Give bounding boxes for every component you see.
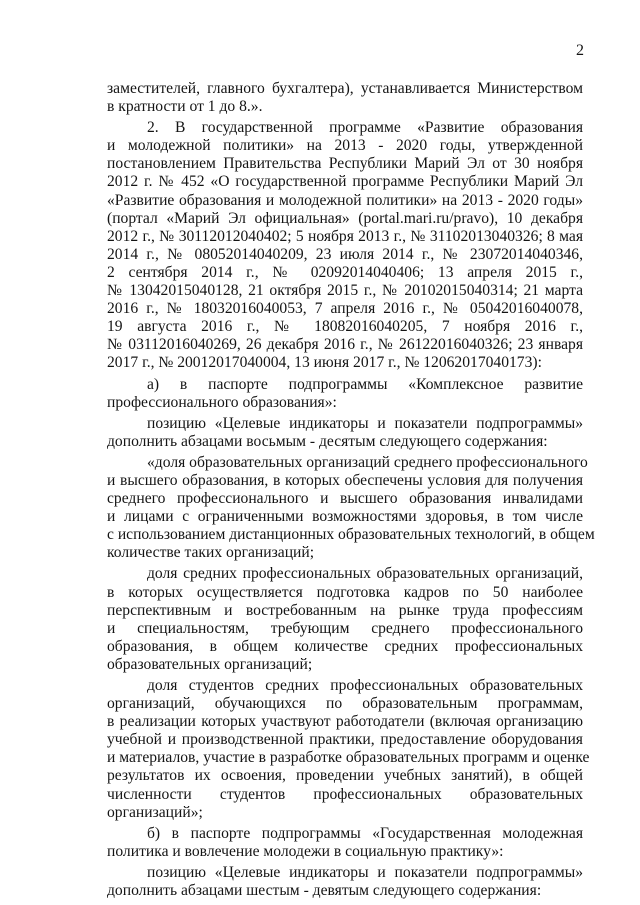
paragraph [107, 565, 583, 674]
text-line: б) в паспорте подпрограммы «Государственная молодежная [147, 824, 583, 842]
text-line: в кратности от 1 до 8.». [107, 98, 263, 116]
text-line: учебной и производственной практики, предоставление оборудования [107, 731, 583, 749]
text-line: (портал «Марий Эл официальная» (portal.mari.ru/pravo), 10 декабря [107, 209, 583, 227]
text-line: 19 августа 2016 г., № 18082016040205, 7 ноября 2016 г., [107, 318, 583, 336]
text-line: позицию «Целевые индикаторы и показатели подпрограммы» [147, 863, 583, 881]
paragraph [107, 864, 583, 900]
text-line: перспективным и востребованным на рынке труда профессиям [107, 601, 583, 619]
text-line: постановлением Правительства Республики Марий Эл от 30 ноября [107, 155, 583, 173]
text-line: позицию «Целевые индикаторы и показатели подпрограммы» [147, 414, 583, 432]
text-line: организаций»; [107, 803, 203, 821]
text-line: дополнить абзацами восьмым - десятым следующего содержания: [107, 432, 548, 450]
paragraph [107, 677, 590, 822]
text-line: а) в паспорте подпрограммы «Комплексное развитие [147, 375, 583, 393]
text-line: 2016 г., № 18032016040053, 7 апреля 2016 г., № 05042016040078, [107, 300, 583, 318]
text-line: образовательных организаций; [107, 655, 313, 673]
text-line: результатов их освоения, проведении учебных занятий), в общей [107, 767, 583, 785]
text-line: 2014 г., № 08052014040209, 23 июля 2014 г., № 23072014040346, [107, 245, 583, 263]
paragraph [107, 415, 583, 451]
text-line: заместителей, главного бухгалтера), устанавливается Министерством [107, 80, 583, 97]
text-line: № 13042015040128, 21 октября 2015 г., № 20102015040314; 21 марта [107, 282, 583, 300]
paragraph [107, 119, 583, 372]
paragraph [107, 825, 583, 861]
text-line: и лицами с ограниченными возможностями здоровья, в том числе [107, 508, 583, 526]
text-line: количестве таких организаций; [107, 544, 315, 562]
text-line: дополнить абзацами шестым - девятым следующего содержания: [107, 882, 542, 900]
text-line: профессионального образования»: [107, 393, 337, 411]
text-line: «Развитие образования и молодежной политики» на 2013 - 2020 годы» [107, 191, 583, 209]
paragraph [107, 453, 595, 563]
text-line: и материалов, участие в разработке образовательных программ и оценке [107, 749, 590, 767]
text-line: в реализации которых участвуют работодатели (включая организацию [107, 713, 583, 731]
document-body [107, 80, 595, 900]
text-line: политика и вовлечение молодежи в социальную практику»: [107, 842, 504, 860]
text-line: 2. В государственной программе «Развитие образования [147, 119, 583, 137]
text-line: среднего профессионального и высшего образования инвалидами [107, 490, 583, 508]
text-line: 2012 г., № 30112012040402; 5 ноября 2013 г., № 31102013040326; 8 мая [107, 227, 583, 245]
text-line: образования, в общем количестве средних профессиональных [107, 637, 583, 655]
text-line: в которых осуществляется подготовка кадров по 50 наиболее [107, 583, 583, 601]
paragraph [107, 80, 583, 116]
text-line: численности студентов профессиональных образовательных [107, 785, 583, 803]
paragraph [107, 376, 583, 412]
text-line: и высшего образования, в которых обеспечены условия для получения [107, 471, 583, 489]
text-line: доля студентов средних профессиональных образовательных [147, 677, 583, 694]
text-line: 2012 г. № 452 «О государственной программе Республики Марий Эл [107, 173, 583, 191]
text-line: «доля образовательных организаций среднего профессионального [147, 453, 588, 471]
text-line: и специальностям, требующим среднего профессионального [107, 619, 583, 637]
text-line: и молодежной политики» на 2013 - 2020 годы, утвержденной [107, 137, 583, 155]
page-number: 2 [576, 42, 584, 59]
text-line: № 03112016040269, 26 декабря 2016 г., № 26122016040326; 23 января [107, 336, 583, 354]
text-line: 2017 г., № 20012017040004, 13 июня 2017 г., № 12062017040173): [107, 354, 542, 372]
text-line: 2 сентября 2014 г., № 02092014040406; 13 апреля 2015 г., [107, 263, 583, 281]
text-line: с использованием дистанционных образовательных технологий, в общем [107, 526, 595, 544]
text-line: доля средних профессиональных образовательных организаций, [147, 565, 583, 583]
text-line: организаций, обучающихся по образовательным программам, [107, 695, 583, 713]
